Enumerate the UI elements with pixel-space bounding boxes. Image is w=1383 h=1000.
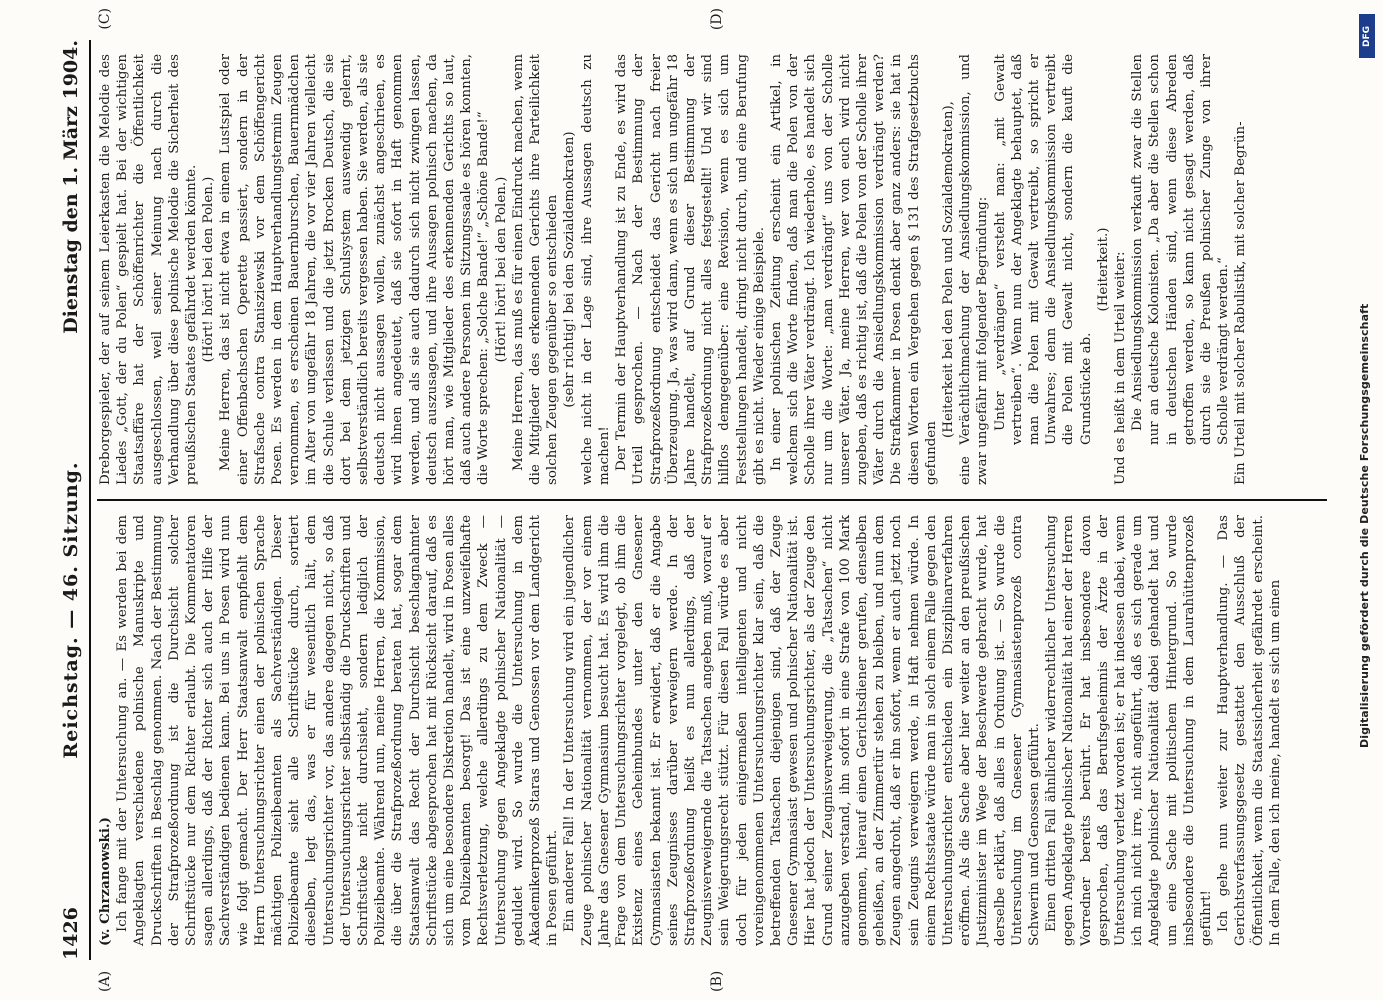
quoted-paragraph: Die Ansiedlungskommission verkauft zwar die Stellen nur an deutsche Kolonisten. „Da aber die Stellen schon in deutschen Händen sind, wenn diese Abreden getroffen werden, so kann nicht gesagt werden, daß durch sie die Preußen polnischer Zunge von ihrer Scholle verdrängt werden.“	[1130, 54, 1232, 445]
interjection: (Heiterkeit bei den Polen und Sozialdemokraten),	[940, 101, 956, 438]
paragraph: welche nicht in der Lage sind, ihre Aussagen deutsch zu machen!	[579, 54, 612, 485]
interjection: (Hört! hört! bei den Polen.)	[493, 176, 509, 363]
text-columns	[97, 8, 1327, 992]
paragraph: Ich gehe nun weiter zur Hauptverhandlung. — Das Gerichtsverfassungsgesetz gestattet den Ausschluß der Öffentlichkeit, wenn die Staatssicherheit gefährdet erscheint. In dem Falle, den ich meine, handelt es sich um einen	[1216, 515, 1283, 946]
right-column	[97, 8, 1327, 499]
paragraph: Meine Herren, das ist nicht etwa in einem Lustspiel oder einer Offenbachschen Operette passiert, sondern in der Strafsache contra Stanisziewski vor dem Schöffengericht Posen. Es werden in dem Hauptverhandlungstermin Zeugen vernommen, es erscheinen Bauernburschen, Bauernmädchen im Alter von ungefähr 18 Jahren, die vor vier Jahren vielleicht die Schule verlassen und die jetzt Brocken Deutsch, die sie dort bei dem jetzigen Schulsystem auswendig gelernt, selbstverständlich bereits vergessen haben. Sie werden, als sie deutsch nicht aussagen wollen, zunächst angeschrieen, es wird ihnen angedeutet, daß sie sofort in Haft genommen werden, und als sie auch dadurch sich nicht zwingen lassen, deutsch auszusagen, und ihre Aussagen polnisch machen, da hört man, wie Mitglieder des erkennenden Gerichts so laut, daß auch andere Personen im Sitzungssaale es hören konnten, die Worte sprechen: „Solche Bande!“ „Schöne Bande!“	[218, 54, 492, 485]
paragraph: Ein Urteil mit solcher Rabulistik, mit solcher Begrün-	[1233, 121, 1249, 485]
margin-marker-b: (B)	[709, 970, 725, 992]
interjection: (Hört! hört! bei den Polen.)	[201, 176, 217, 363]
paragraph: Einen dritten Fall ähnlicher widerrechtlicher Untersuchung gegen Angeklagte polnischer Nationalität hat einer der Herren Vorredner bereits berührt. Er hat insbesondere davon gesprochen, daß das Berufsgeheimnis der Ärzte in der Untersuchung verletzt worden ist; er hat indessen dabei, wenn ich mich nicht irre, nicht angeführt, daß es sich gerade um Angeklagte polnischer Nationalität dabei gehandelt hat und um eine Sache mit politischem Hintergrund. So wurde insbesondere die Untersuchung in dem Laurahüttenprozeß geführt!	[1044, 515, 1214, 946]
margin-marker-d: (D)	[709, 8, 725, 31]
funding-text: Digitalisierung gefördert durch die Deutsche Forschungsgemeinschaft	[1358, 303, 1371, 749]
page-title: Reichstag. — 46. Sitzung.	[60, 461, 82, 759]
dfg-logo: DFG	[1359, 14, 1375, 58]
quoted-paragraph: Unter „verdrängen“ versteht man: „mit Gewalt vertreiben“. Wenn nun der Angeklagte behauptet, daß man die Polen mit Gewalt vertreibt, so spricht er Unwahres; denn die Ansiedlungskommission vertreibt die Polen mit Gewalt nicht, sondern die kauft die Grundstücke ab.	[992, 54, 1094, 445]
interjection: (sehr richtig! bei den Sozialdemokraten)	[562, 131, 578, 408]
interjection: (Heiterkeit.)	[1095, 227, 1111, 312]
paragraph: eine Verächtlichmachung der Ansiedlungskommission, und zwar ungefähr mit folgender Begründung:	[958, 54, 991, 485]
paragraph: Ein anderer Fall! In der Untersuchung wird ein jugendlicher Zeuge polnischer Nationalität vernommen, der vor einem Jahre das Gnesener Gymnasium besucht hat. Es wird ihm die Frage von dem Untersuchungsrichter vorgelegt, ob ihm die Existenz eines Geheimbundes unter den Gnesener Gymnasiasten bekannt ist. Er erwidert, daß er die Angabe seines Zeugnisses darüber verweigern werde. In der Strafprozeßordnung heißt es nun allerdings, daß der Zeugnisverweigernde die Tatsachen angeben muß, worauf er sein Weigerungsrecht stützt. Für diesen Fall würde es aber doch für jeden einigermaßen intelligenten und nicht voreingenommenen Untersuchungsrichter klar sein, daß die betreffenden Tatsachen diejenigen sind, daß der Zeuge Gnesener Gymnasiast gewesen und polnischer Nationalität ist. Hier hat jedoch der Untersuchungsrichter, als der Zeuge den Grund seiner Zeugnisverweigerung, die „Tatsachen“ nicht anzugeben verstand, ihn sofort in eine Strafe von 100 Mark genommen, hierauf einen Gerichtsdiener gerufen, denselben geheißen, an der Zimmertür stehen zu bleiben, und nun dem Zeugen angedroht, daß er ihn sofort, wenn er auch jetzt noch sein Zeugnis verweigern werde, in Haft nehmen würde. In einem Rechtsstaate würde man in solch einem Falle gegen den Untersuchungsrichter entschieden ein Disziplinarverfahren eröffnen. Als die Sache aber hier weiter an den preußischen Justizminister im Wege der Beschwerde gebracht wurde, hat derselbe erklärt, daß alles in Ordnung ist. — So wurde die Untersuchung im Gnesener Gymnasiastenprozeß contra Schwerin und Genossen geführt.	[562, 515, 1042, 946]
paragraph: Meine Herren, das muß es für einen Eindruck machen, wenn die Mitglieder des erkennenden Gerichts ihre Parteilichkeit solchen Zeugen gegenüber so entschieden	[510, 54, 561, 485]
document-page	[46, 0, 1326, 1000]
session-date: Dienstag den 1. März 1904.	[60, 40, 82, 334]
funding-note	[1357, 6, 1379, 996]
paragraph: Und es heißt in dem Urteil weiter:	[1112, 251, 1128, 485]
page-header	[60, 40, 91, 960]
margin-marker-a: (A)	[97, 970, 113, 992]
left-column	[97, 499, 1327, 992]
paragraph: Der Termin der Hauptverhandlung ist zu Ende, es wird das Urteil gesprochen. — Nach der Bestimmung der Strafprozeßordnung entscheidet das Gericht nach freier Überzeugung. Ja, was wird dann, wenn es sich um ungefähr 18 Jahre handelt, auf Grund dieser Bestimmung der Strafprozeßordnung nicht alles festgestellt! Und wir sind hilflos demgegenüber: eine Revision, wenn es sich um Feststellungen handelt, dringt nicht durch, und eine Berufung gibt es nicht. Wieder einige Beispiele.	[614, 54, 767, 485]
margin-marker-c: (C)	[97, 8, 113, 30]
paragraph: Dreborgespieler, der auf seinem Leierkasten die Melodie des Liedes „Gott, der du Polen“ gespielt hat. Bei der wichtigen Staatsaffäre hat der Schöffenrichter die Öffentlichkeit ausgeschlossen, weil seiner Meinung nach durch die Verhandlung über diese polnische Melodie die Sicherheit des preußischen Staates gefährdet werden könnte.	[98, 54, 200, 485]
speaker-label: (v. Chrzanowski.)	[97, 817, 113, 946]
paragraph: In einer polnischen Zeitung erscheint ein Artikel, in welchem sich die Worte finden, daß man die Polen von der Scholle ihrer Väter verdrängt. Ich wiederhole, es handelt sich nur um die Worte: „man verdrängt“ uns von der Scholle unserer Väter. Ja, meine Herren, wer von euch wird nicht zugeben, daß es richtig ist, daß die Polen von der Scholle ihrer Väter durch die Ansiedlungskommission verdrängt werden? Die Strafkammer in Posen denkt aber ganz anders: sie hat in diesen Worten ein Vergehen gegen § 131 des Strafgesetzbuchs gefunden	[768, 54, 939, 485]
paragraph: Ich fange mit der Untersuchung an. — Es werden bei dem Angeklagten verschiedene polnische Manuskripte und Druckschriften in Beschlag genommen. Nach der Bestimmung der Strafprozeßordnung ist die Durchsicht solcher Schriftstücke nur dem Richter erlaubt. Die Kommentatoren sagen allerdings, daß der Richter sich auch der Hilfe der Sachverständigen bedienen kann. Bei uns in Posen wird nun wie folgt gemacht. Der Herr Staatsanwalt empfiehlt dem Herrn Untersuchungsrichter einen der polnischen Sprache mächtigen Polizeibeamten als Sachverständigen. Dieser Polizeibeamte sieht alle Schriftstücke durch, sortiert dieselben, legt das, was er für wesentlich hält, dem Untersuchungsrichter vor, das andere dagegen nicht, so daß der Untersuchungsrichter selbständig die Druckschriften und Schriftstücke nicht durchsieht, sondern lediglich der Polizeibeamte. Während nun, meine Herren, die Kommission, die über die Strafprozeßordnung beraten hat, sogar dem Staatsanwalt das Recht der Durchsicht beschlagnahmter Schriftstücke abgesprochen hat mit Rücksicht darauf, daß es sich um eine besondere Diskretion handelt, wird in Posen alles vom Polizeibeamten besorgt! Das ist eine unzweifelhafte Rechtsverletzung, welche allerdings zu dem Zweck — Untersuchung gegen Angeklagte polnischer Nationalität — geduldet wird. So wurde die Untersuchung in dem Akademikerprozeß Staras und Genossen vor dem Landgericht in Posen geführt.	[115, 515, 561, 946]
page-number: 1426	[60, 907, 82, 960]
